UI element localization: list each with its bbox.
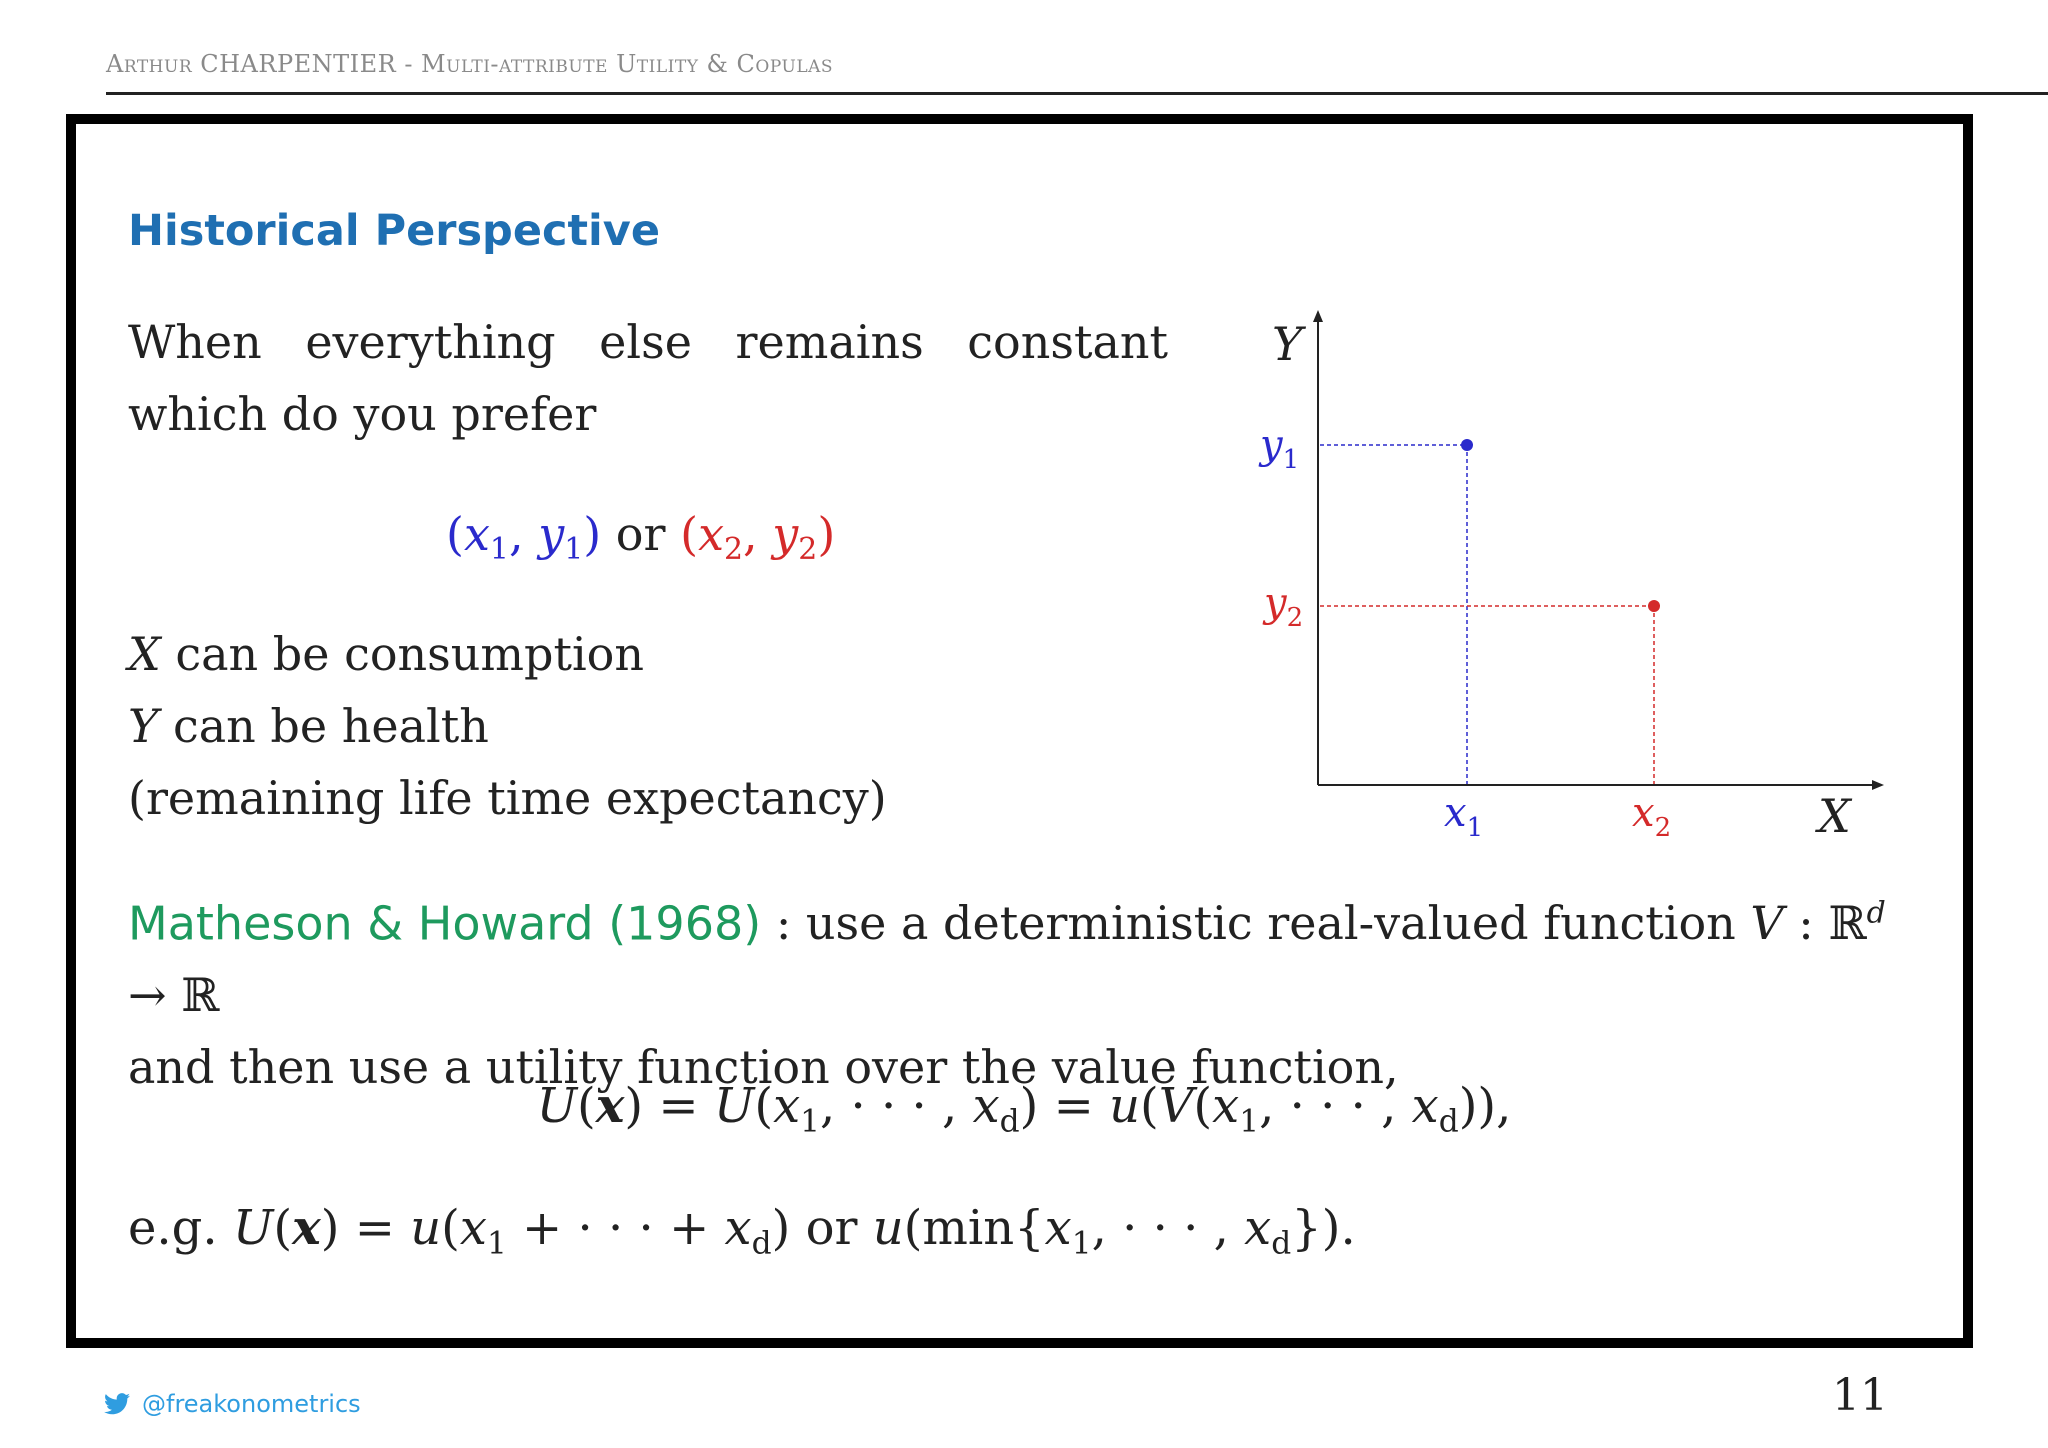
choice-line bbox=[446, 498, 835, 586]
example-formula: $U(x) = u(x_1$ + · · · + $x_d$) or $u(\min\{x_1$, · · · , $x_d$}). bbox=[232, 1200, 1356, 1262]
reference-citation[interactable]: Matheson & Howard (1968) bbox=[128, 896, 762, 951]
header-rule bbox=[106, 92, 2048, 95]
y-tick-1: $y_1$ bbox=[1260, 422, 1300, 475]
point-2 bbox=[1648, 600, 1660, 612]
preference-diagram bbox=[1240, 310, 1900, 850]
y-axis-label: Y bbox=[1272, 317, 1303, 371]
x-tick-2: $x_2$ bbox=[1632, 790, 1672, 843]
choice-b: ($x_2$, $y_2$) bbox=[680, 507, 836, 567]
example-prefix: e.g. bbox=[128, 1200, 218, 1256]
x-axis-arrow bbox=[1872, 780, 1884, 790]
reference-text: : use a deterministic real-valued function V : ℝ$^d$ → ℝ bbox=[128, 896, 1886, 1023]
reference-line bbox=[128, 878, 1918, 1031]
y-tick-2: $y_2$ bbox=[1264, 580, 1304, 633]
reference-paragraph bbox=[128, 878, 1918, 1103]
running-header: Arthur CHARPENTIER - Multi-attribute Utility & Copulas bbox=[106, 50, 834, 78]
example-line bbox=[128, 1192, 1356, 1279]
twitter-handle: @freakonometrics bbox=[142, 1390, 361, 1418]
slide-title: Historical Perspective bbox=[128, 206, 660, 256]
x-axis-label: X bbox=[1818, 789, 1851, 843]
attribute-y: Y can be health bbox=[128, 699, 489, 753]
attribute-x: X can be consumption bbox=[128, 627, 644, 681]
intro-sentence: When everything else remains constant which do you prefer bbox=[128, 315, 1168, 441]
attribute-note: (remaining life time expectancy) bbox=[128, 771, 887, 825]
choice-a: ($x_1$, $y_1$) bbox=[446, 507, 602, 567]
page-number: 11 bbox=[1832, 1370, 1888, 1421]
twitter-icon bbox=[104, 1393, 130, 1415]
twitter-link[interactable] bbox=[104, 1390, 361, 1418]
intro-text bbox=[128, 306, 1168, 450]
choice-or: or bbox=[615, 507, 666, 561]
attribute-list bbox=[128, 618, 887, 834]
reference-line-2: and then use a utility function over the value function, bbox=[128, 1040, 1399, 1095]
y-axis-arrow bbox=[1313, 310, 1323, 322]
x-tick-1: $x_1$ bbox=[1444, 790, 1484, 843]
utility-equation: $U(x) = U(x_1$, · · · , $x_d) = u(V(x_1$, · · · , $x_d$)), bbox=[536, 1078, 1512, 1140]
point-1 bbox=[1461, 439, 1473, 451]
